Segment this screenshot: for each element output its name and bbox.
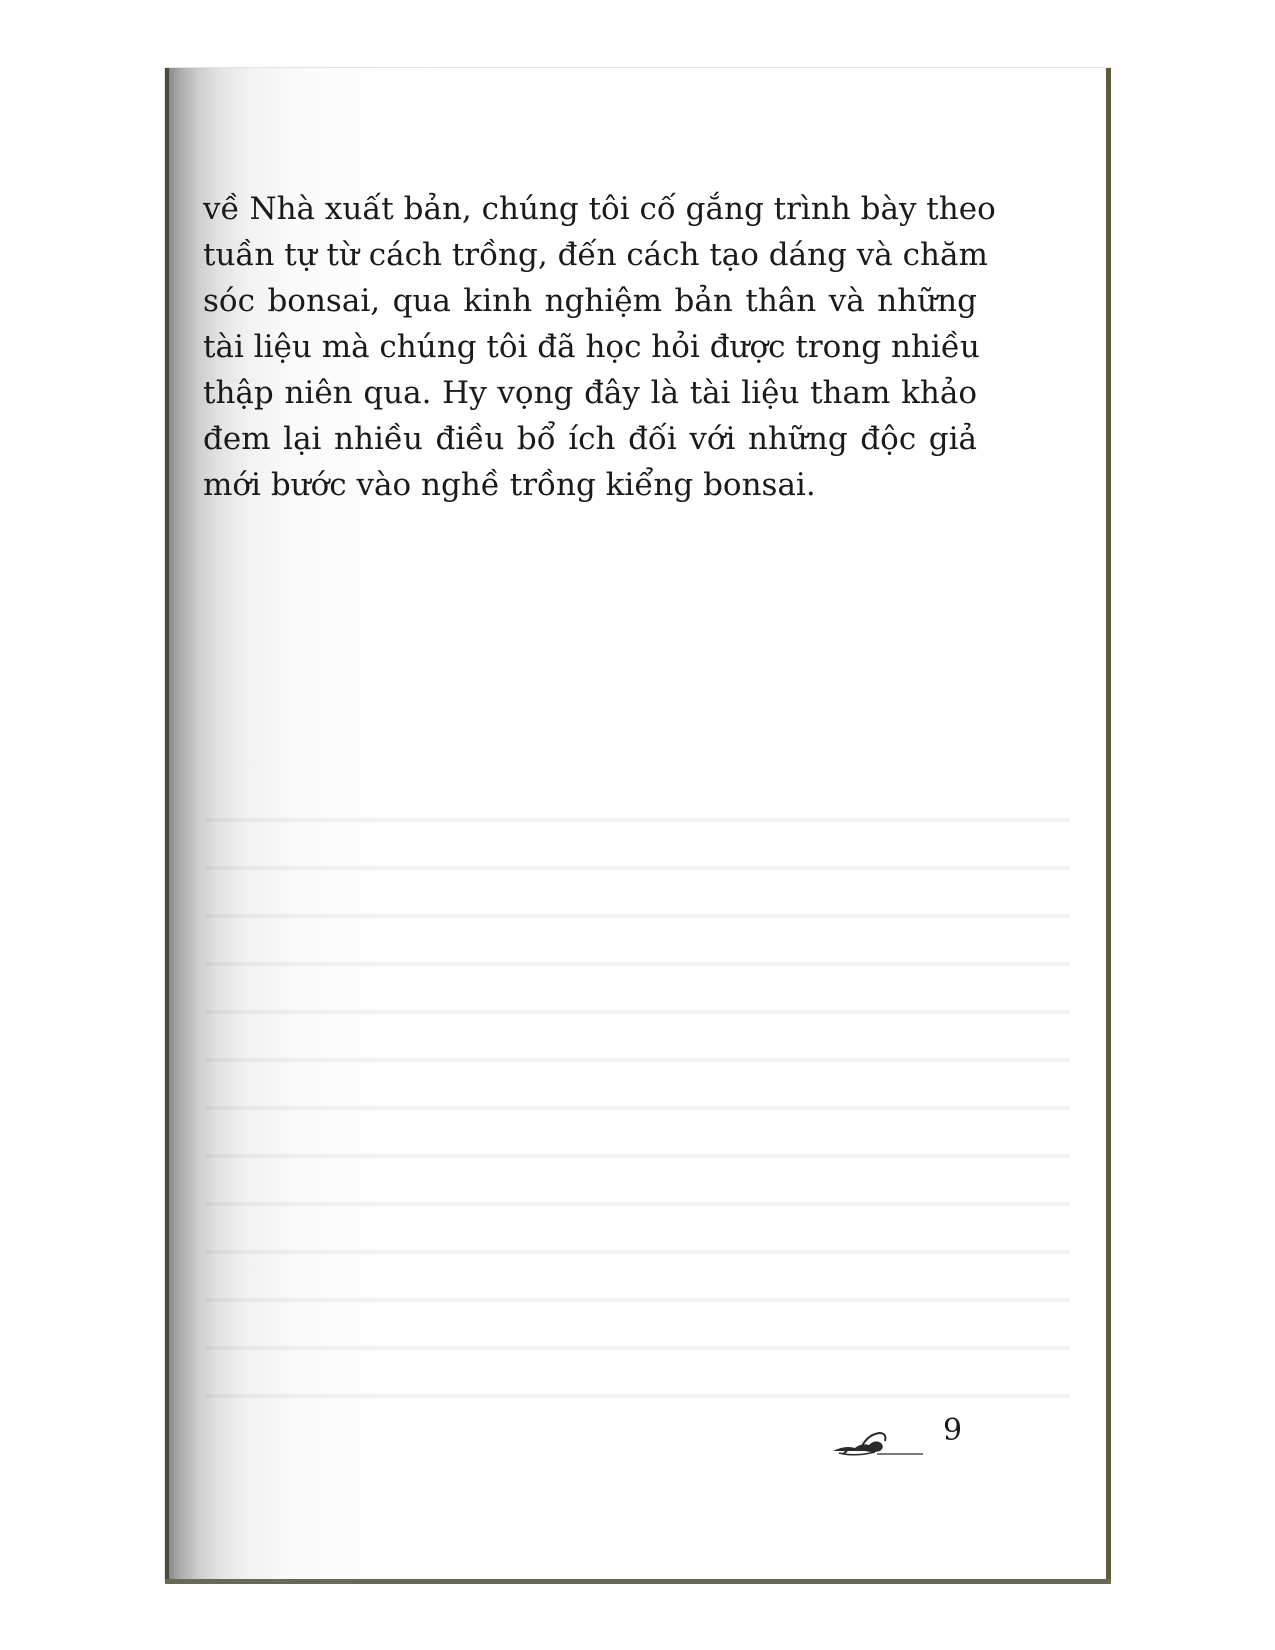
bonsai-tree-ornament-icon — [825, 1421, 925, 1461]
paragraph-line: đem lại nhiều điều bổ ích đối với những độc giả — [203, 421, 977, 457]
paragraph-line: mới bước vào nghề trồng kiểng bonsai. — [203, 467, 816, 503]
show-through-text — [205, 788, 1070, 1438]
page-edge-bottom — [165, 1579, 1111, 1584]
paragraph-line: thập niên qua. Hy vọng đây là tài liệu tham khảo — [203, 375, 977, 411]
page-edge-left — [165, 68, 169, 1581]
page-number: 9 — [943, 1413, 963, 1448]
paragraph-line: về Nhà xuất bản, chúng tôi cố gắng trình bày theo — [203, 191, 996, 227]
paragraph-line: tài liệu mà chúng tôi đã học hỏi được trong nhiều — [203, 329, 980, 365]
paragraph-line: sóc bonsai, qua kinh nghiệm bản thân và những — [203, 283, 977, 319]
page-edge-right — [1106, 68, 1111, 1581]
paragraph-line: tuần tự từ cách trồng, đến cách tạo dáng và chăm — [203, 237, 988, 273]
body-paragraph — [203, 186, 996, 508]
book-page — [165, 68, 1110, 1581]
page-footer — [825, 1413, 975, 1473]
